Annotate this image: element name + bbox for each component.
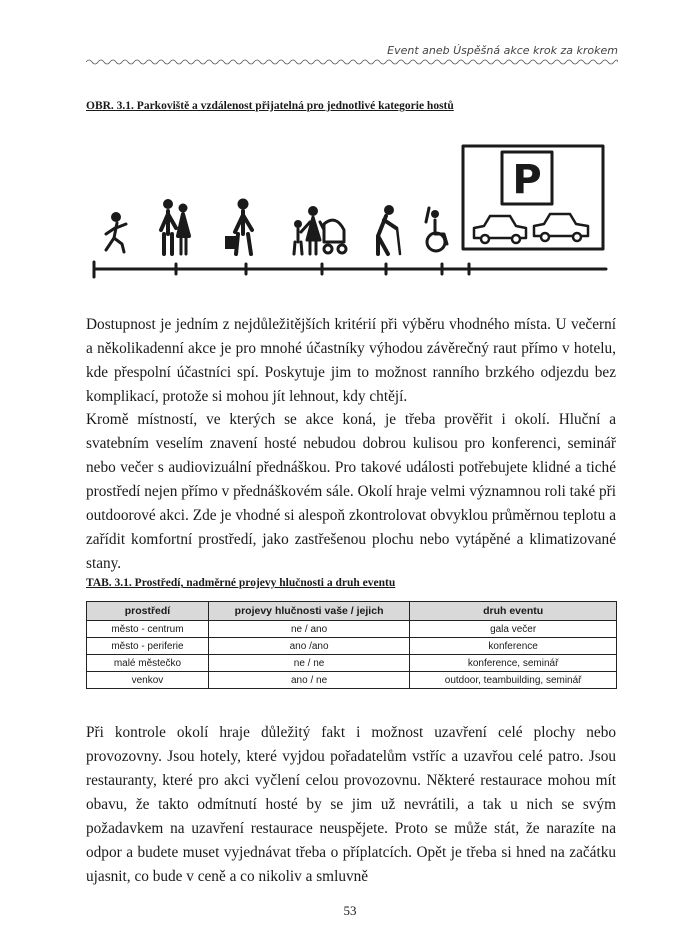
table-cell: malé městečko — [87, 655, 209, 672]
table-cell: outdoor, teambuilding, seminář — [410, 672, 617, 689]
table-cell: konference — [410, 638, 617, 655]
parking-sign-letter: P — [512, 157, 542, 203]
table-caption: TAB. 3.1. Prostředí, nadměrné projevy hlučnosti a druh eventu — [86, 577, 396, 589]
car-icon — [474, 216, 526, 243]
table-header-row — [87, 602, 617, 621]
car-icon — [534, 214, 588, 241]
paragraph-closure: Při kontrole okolí hraje důležitý fakt i možnost uzavření celé plochy nebo provozovny. Jsou hotely, které vyjdou pořadatelům vstříc a uzavřou celé patro. Jsou restauranty, které pro akci vyčlení celou provozovnu. Některé restaurace mohou mít obavu, že takto odmítnutí hosté by se jim už nevrátili, a tak u nich se svým požadavkem na uzavření restaurace neuspějete. Proto se může stát, že narazíte na odpor a budete muset vyjednávat třeba o příplatcích. Opět je třeba si hned na začátku ujasnit, co bude v ceně a co nikoliv a smluvně — [86, 724, 616, 885]
parent-with-stroller-icon — [294, 206, 346, 254]
table-cell: konference, seminář — [410, 655, 617, 672]
header-wavy-rule — [86, 58, 618, 66]
table-row — [87, 672, 617, 689]
column-header-environment: prostředí — [87, 602, 209, 621]
paragraph-surroundings: Kromě místností, ve kterých se akce koná, je třeba prověřit i okolí. Hluční a svatebním veselím znavení hosté nebudou dobrou kulisou pro konferenci, seminář nebo večer s audiovizuální přednáškou. Pro takové události potřebujete klidné a tiché prostředí nejen přímo v přednáškovém sále. Okolí hraje velmi významnou roli také při outdoorové akci. Zde je vhodné si alespoň zkontrolovat obvyklou průměrnou teplotu a zařídit komfortní prostředí, jako zastřešenou plochu nebo vytápěné a klimatizované stany. — [86, 411, 616, 572]
environment-noise-event-table — [86, 601, 617, 689]
table-cell: ne / ne — [208, 655, 409, 672]
column-header-noise: projevy hlučnosti vaše / jejich — [208, 602, 409, 621]
running-person-icon — [106, 212, 126, 252]
table-cell: ano /ano — [208, 638, 409, 655]
paragraph-accessibility: Dostupnost je jedním z nejdůležitějších kritérií při výběru vhodného místa. U večerní a několikadenní akce je pro mnohé účastníky výhodou závěrečný raut přímo v hotelu, kde přespolní účastníci spí. Poskytuje jim to možnost ranního brzkého odjezdu bez komplikací, protože si mohou jít lehnout, kdy chtějí. — [86, 316, 616, 405]
table-cell: ano / ne — [208, 672, 409, 689]
table-cell: město - periferie — [87, 638, 209, 655]
wheelchair-user-icon — [426, 208, 447, 251]
couple-icon — [161, 199, 189, 254]
person-with-luggage-icon — [225, 199, 252, 255]
column-header-event-type: druh eventu — [410, 602, 617, 621]
elderly-person-with-cane-icon — [378, 205, 400, 254]
table-row — [87, 621, 617, 638]
table-row — [87, 655, 617, 672]
table-cell: venkov — [87, 672, 209, 689]
running-header: Event aneb Úspěšná akce krok za krokem — [387, 44, 618, 57]
table-row — [87, 638, 617, 655]
table-cell: město - centrum — [87, 621, 209, 638]
figure-caption: OBR. 3.1. Parkoviště a vzdálenost přijatelná pro jednotlivé kategorie hostů — [86, 100, 454, 112]
table-cell: ne / ano — [208, 621, 409, 638]
page-number: 53 — [343, 903, 357, 918]
table-cell: gala večer — [410, 621, 617, 638]
parking-distance-illustration — [86, 138, 616, 283]
